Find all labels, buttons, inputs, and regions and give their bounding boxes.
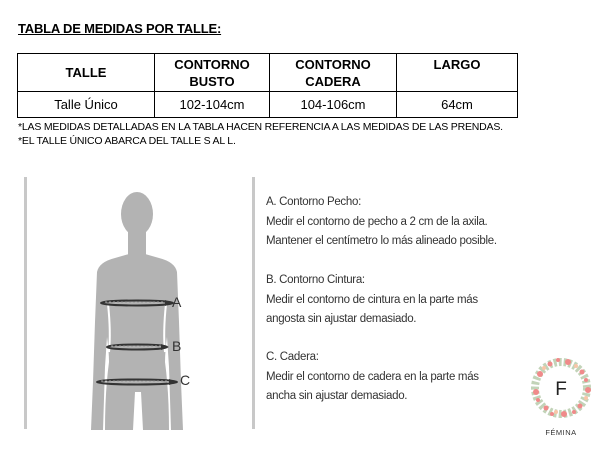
instruction-line: Medir el contorno de pecho a 2 cm de la axila. xyxy=(266,215,488,228)
instruction-heading: C. Cadera: xyxy=(266,351,319,363)
header-text: CADERA xyxy=(305,74,361,89)
instruction-heading: A. Contorno Pecho: xyxy=(266,196,361,208)
header-text: BUSTO xyxy=(189,74,235,89)
instruction-line: Medir el contorno de cadera en la parte más xyxy=(266,370,479,383)
label-b: B xyxy=(172,338,182,354)
femina-logo xyxy=(528,352,594,442)
cell-busto: 102-104cm xyxy=(155,92,270,118)
size-table xyxy=(17,53,518,118)
cell-largo: 64cm xyxy=(397,92,518,118)
instruction-line: Medir el contorno de cintura en la parte más xyxy=(266,293,478,306)
note-1: *LAS MEDIDAS DETALLADAS EN LA TABLA HACEN REFERENCIA A LAS MEDIDAS DE LAS PRENDAS. xyxy=(18,121,503,133)
body-silhouette-icon xyxy=(85,192,205,430)
header-contorno-cadera xyxy=(270,54,397,92)
header-text: CONTORNO xyxy=(295,57,371,72)
instruction-heading: B. Contorno Cintura: xyxy=(266,274,365,286)
logo-name: FÉMINA xyxy=(545,428,577,437)
header-text: CONTORNO xyxy=(174,57,250,72)
cell-cadera: 104-106cm xyxy=(270,92,397,118)
header-talle xyxy=(18,54,155,92)
table-header-row xyxy=(18,54,518,92)
divider-right xyxy=(252,177,255,429)
note-2: *EL TALLE ÚNICO ABARCA DEL TALLE S AL L. xyxy=(18,135,236,147)
divider-left xyxy=(24,177,27,429)
label-a: A xyxy=(172,294,182,310)
header-largo xyxy=(397,54,518,92)
header-text: TALLE xyxy=(65,65,107,80)
header-contorno-busto xyxy=(155,54,270,92)
instruction-line: ancha sin ajustar demasiado. xyxy=(266,390,408,402)
instruction-chest xyxy=(266,193,497,252)
instruction-hip xyxy=(266,348,479,407)
document-title: TABLA DE MEDIDAS POR TALLE: xyxy=(18,21,222,36)
instruction-line: angosta sin ajustar demasiado. xyxy=(266,313,417,325)
label-c: C xyxy=(180,372,191,388)
table-row xyxy=(18,92,518,118)
header-text: LARGO xyxy=(433,57,481,72)
cell-talle: Talle Único xyxy=(18,92,155,118)
logo-letter: F xyxy=(555,379,567,400)
table-notes xyxy=(18,120,503,148)
instruction-waist xyxy=(266,271,478,330)
body-figure-diagram xyxy=(85,192,205,435)
instruction-line: Mantener el centímetro lo más alineado posible. xyxy=(266,235,497,247)
floral-wreath-icon xyxy=(528,352,594,424)
